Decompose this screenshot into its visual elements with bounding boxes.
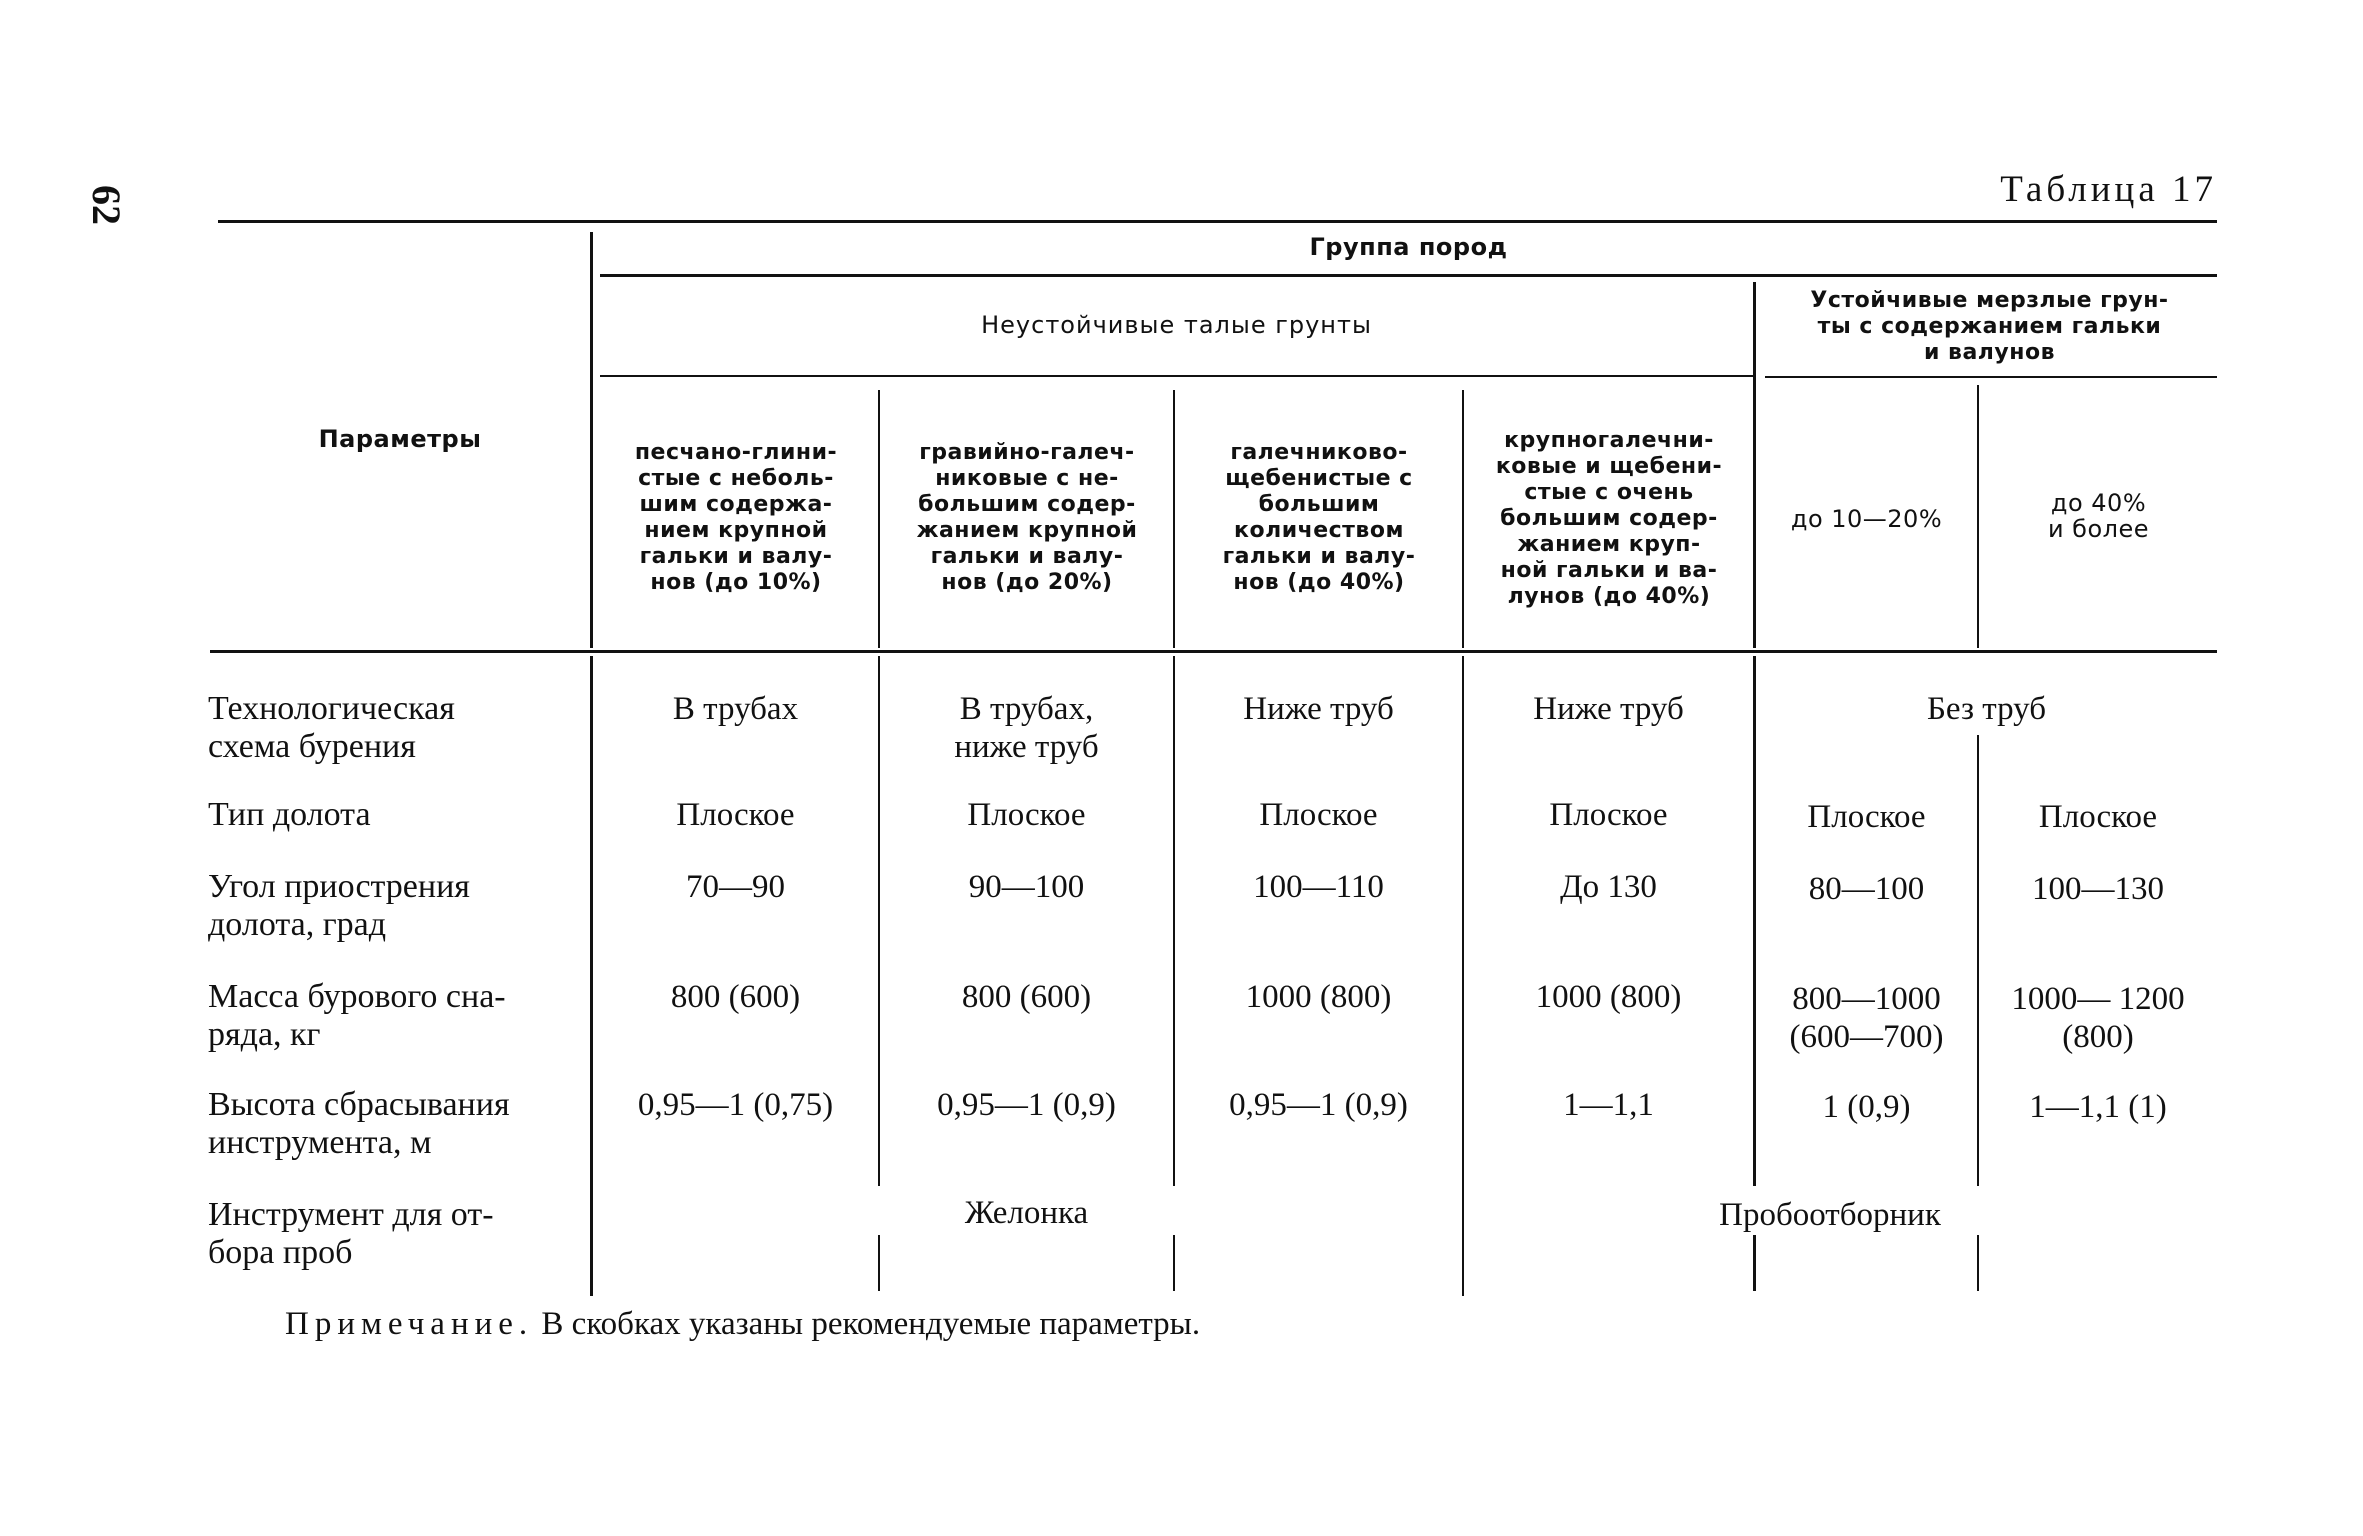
- col-divider-1: [878, 390, 880, 648]
- table-title: Таблица 17: [2000, 169, 2217, 210]
- note-text: В скобках указаны рекомендуемые параметры.: [541, 1306, 1201, 1342]
- unstable-header: Неустойчивые талые грунты: [981, 311, 1372, 339]
- params-divider: [590, 232, 593, 648]
- cell-drop-5: 1 (0,9): [1822, 1089, 1911, 1125]
- row-label-drop-height: Высота сбрасывания инструмента, м: [208, 1086, 510, 1161]
- cell-bit-4: Плоское: [1549, 797, 1668, 833]
- group-header: Группа пород: [1309, 233, 1508, 261]
- cell-sampler-unstable: Желонка: [964, 1195, 1089, 1231]
- subgroup-rule-right: [1765, 376, 2217, 378]
- row-label-scheme: Технологическая схема бурения: [208, 690, 455, 765]
- col-header-5: до 10—20%: [1790, 505, 1943, 533]
- stable-header: Устойчивые мерзлые грун- ты с содержанием гальки и валунов: [1810, 288, 2169, 365]
- cell-drop-3: 0,95—1 (0,9): [1229, 1087, 1408, 1123]
- cell-scheme-5: Без труб: [1926, 691, 2047, 727]
- stable-divider: [1753, 282, 1756, 648]
- params-header: Параметры: [318, 425, 482, 453]
- body-divider-2b: [1173, 1235, 1175, 1291]
- note-prefix: Примечание.: [285, 1306, 534, 1342]
- cell-bit-1: Плоское: [676, 797, 795, 833]
- page-number: 62: [84, 185, 129, 225]
- cell-drop-4: 1—1,1: [1563, 1087, 1654, 1123]
- col-header-4: крупногалечни- ковые и щебени- стые с очень большим содер- жанием круп- ной гальки и ва- лунов (до 40%): [1495, 428, 1723, 609]
- cell-bit-5: Плоское: [1807, 799, 1926, 835]
- col-divider-2: [1173, 390, 1175, 648]
- cell-scheme-1: В трубах: [672, 691, 799, 727]
- cell-angle-5: 80—100: [1808, 871, 1925, 907]
- col-header-3: галечниково- щебенистые с большим количеством гальки и валу- нов (до 40%): [1222, 440, 1416, 595]
- header-bottom-rule: [210, 650, 2217, 653]
- cell-scheme-2: В трубах, ниже труб: [954, 691, 1099, 765]
- cell-angle-6: 100—130: [2032, 871, 2164, 907]
- cell-mass-6: 1000— 1200 (800): [2011, 981, 2185, 1055]
- cell-scheme-3: Ниже труб: [1243, 691, 1394, 727]
- cell-angle-2: 90—100: [968, 869, 1085, 905]
- group-rule: [600, 274, 2217, 277]
- top-rule: [218, 220, 2217, 223]
- cell-drop-6: 1—1,1 (1): [2029, 1089, 2167, 1125]
- cell-sampler-stable: Пробоотборник: [1719, 1197, 1941, 1233]
- cell-mass-3: 1000 (800): [1245, 979, 1392, 1015]
- row-label-sampler: Инструмент для от- бора проб: [208, 1196, 494, 1271]
- body-divider-4b: [1753, 1235, 1756, 1291]
- table-note: [285, 1306, 1200, 1343]
- col-header-1: песчано-глини- стые с неболь- шим содержа- нием крупной гальки и валу- нов (до 10%): [634, 440, 838, 595]
- col-header-6: до 40% и более: [2047, 489, 2150, 543]
- cell-angle-1: 70—90: [686, 869, 785, 905]
- cell-drop-2: 0,95—1 (0,9): [937, 1087, 1116, 1123]
- cell-drop-1: 0,95—1 (0,75): [637, 1087, 834, 1123]
- col-header-2: гравийно-галеч- никовые с не- большим содер- жанием крупной гальки и валу- нов (до 20%): [916, 440, 1138, 595]
- cell-scheme-4: Ниже труб: [1533, 691, 1684, 727]
- row-label-angle: Угол приострения долота, град: [208, 868, 470, 943]
- cell-mass-5: 800—1000 (600—700): [1789, 981, 1944, 1055]
- cell-angle-3: 100—110: [1253, 869, 1384, 905]
- cell-bit-3: Плоское: [1259, 797, 1378, 833]
- cell-angle-4: До 130: [1560, 869, 1657, 905]
- body-divider-5b: [1977, 1235, 1979, 1291]
- cell-mass-1: 800 (600): [670, 979, 801, 1015]
- body-divider-3: [1462, 656, 1464, 1296]
- col-divider-3: [1462, 390, 1464, 648]
- subgroup-rule-left: [600, 375, 1753, 377]
- body-divider-1b: [878, 1235, 880, 1291]
- cell-mass-4: 1000 (800): [1535, 979, 1682, 1015]
- cell-mass-2: 800 (600): [961, 979, 1092, 1015]
- cell-bit-6: Плоское: [2038, 799, 2158, 835]
- body-divider-0: [590, 656, 593, 1296]
- col-divider-5: [1977, 385, 1979, 648]
- cell-bit-2: Плоское: [967, 797, 1086, 833]
- row-label-bit-type: Тип долота: [208, 796, 371, 833]
- row-label-mass: Масса бурового сна- ряда, кг: [208, 978, 506, 1053]
